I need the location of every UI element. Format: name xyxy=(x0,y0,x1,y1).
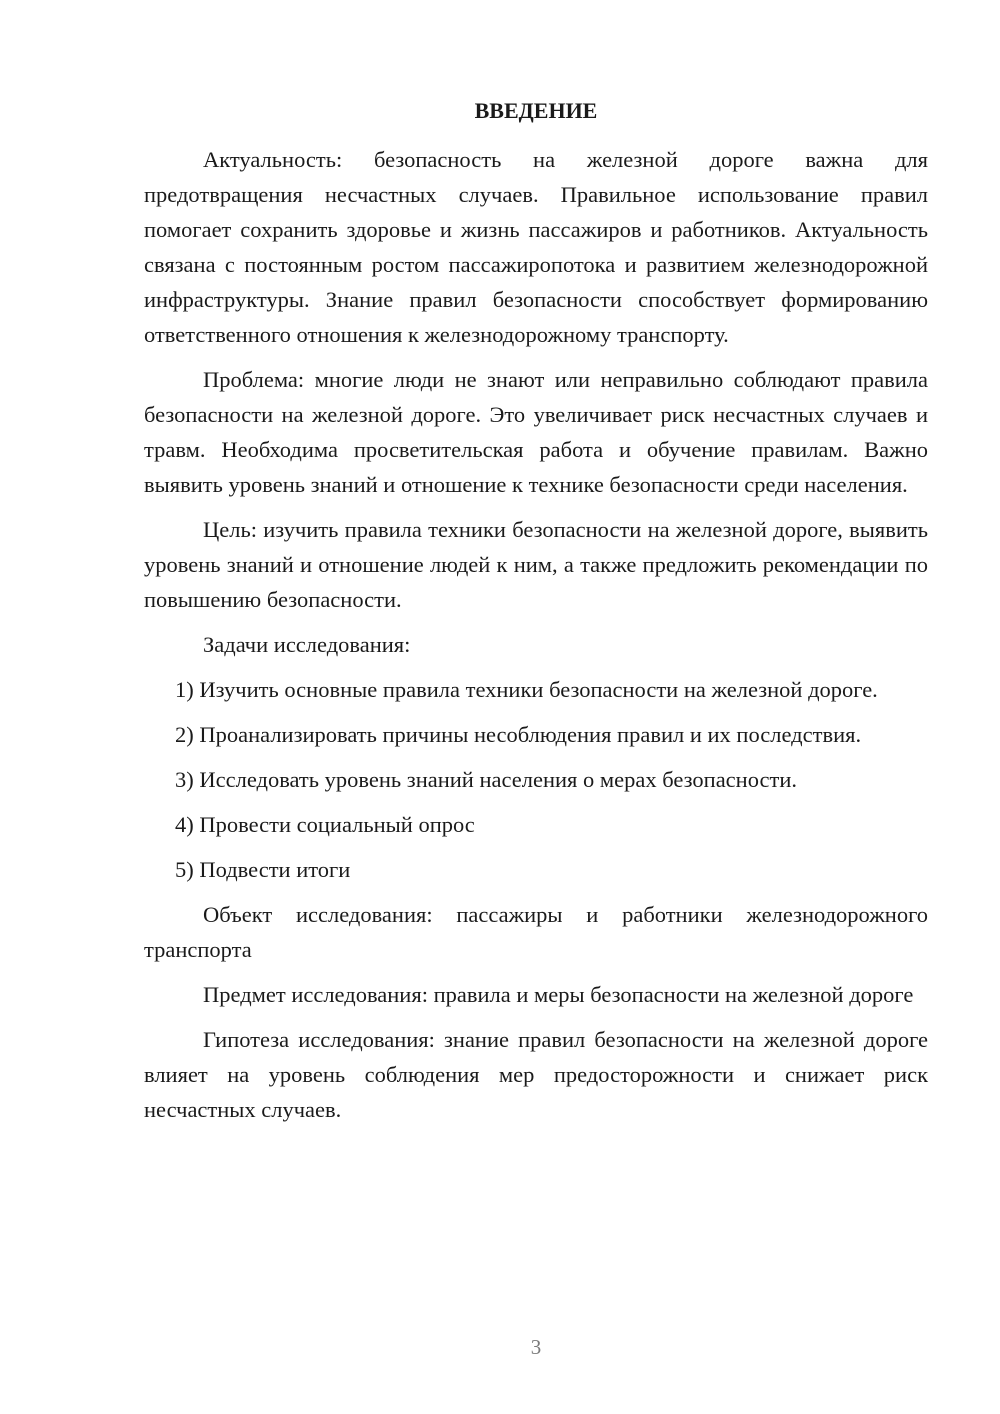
paragraph-problem: Проблема: многие люди не знают или неправильно соблюдают правила безопасности на железной дороге. Это увеличивает риск несчастных случаев и травм. Необходима просветительская работа и обучение правилам. Важно выявить уровень знаний и отношение к технике безопасности среди населения. xyxy=(144,367,928,497)
paragraph-relevance: Актуальность: безопасность на железной дороге важна для предотвращения несчастных случаев. Правильное использование правил помогает сохранить здоровье и жизнь пассажиров и работников. Актуальность связана с постоянным ростом пассажиропотока и развитием железнодорожной инфраструктуры. Знание правил безопасности способствует формированию ответственного отношения к железнодорожному транспорту. xyxy=(144,147,928,347)
paragraph-subject: Предмет исследования: правила и меры безопасности на железной дороге xyxy=(203,982,914,1007)
paragraph-object: Объект исследования: пассажиры и работники железнодорожного транспорта xyxy=(144,902,928,962)
task-item-5: 5) Подвести итоги xyxy=(175,857,351,882)
task-item-2: 2) Проанализировать причины несоблюдения правил и их последствия. xyxy=(175,722,862,747)
task-item-1: 1) Изучить основные правила техники безопасности на железной дороге. xyxy=(175,677,878,702)
document-body xyxy=(144,142,928,1137)
page-title: ВВЕДЕНИЕ xyxy=(474,98,598,123)
task-item-3: 3) Исследовать уровень знаний населения о мерах безопасности. xyxy=(175,767,798,792)
tasks-heading: Задачи исследования: xyxy=(203,632,411,657)
paragraph-hypothesis: Гипотеза исследования: знание правил безопасности на железной дороге влияет на уровень соблюдения мер предосторожности и снижает риск несчастных случаев. xyxy=(144,1027,928,1122)
page-number: 3 xyxy=(530,1335,542,1359)
task-item-4: 4) Провести социальный опрос xyxy=(175,812,475,837)
paragraph-goal: Цель: изучить правила техники безопасности на железной дороге, выявить уровень знаний и отношение людей к ним, а также предложить рекомендации по повышению безопасности. xyxy=(144,517,928,612)
